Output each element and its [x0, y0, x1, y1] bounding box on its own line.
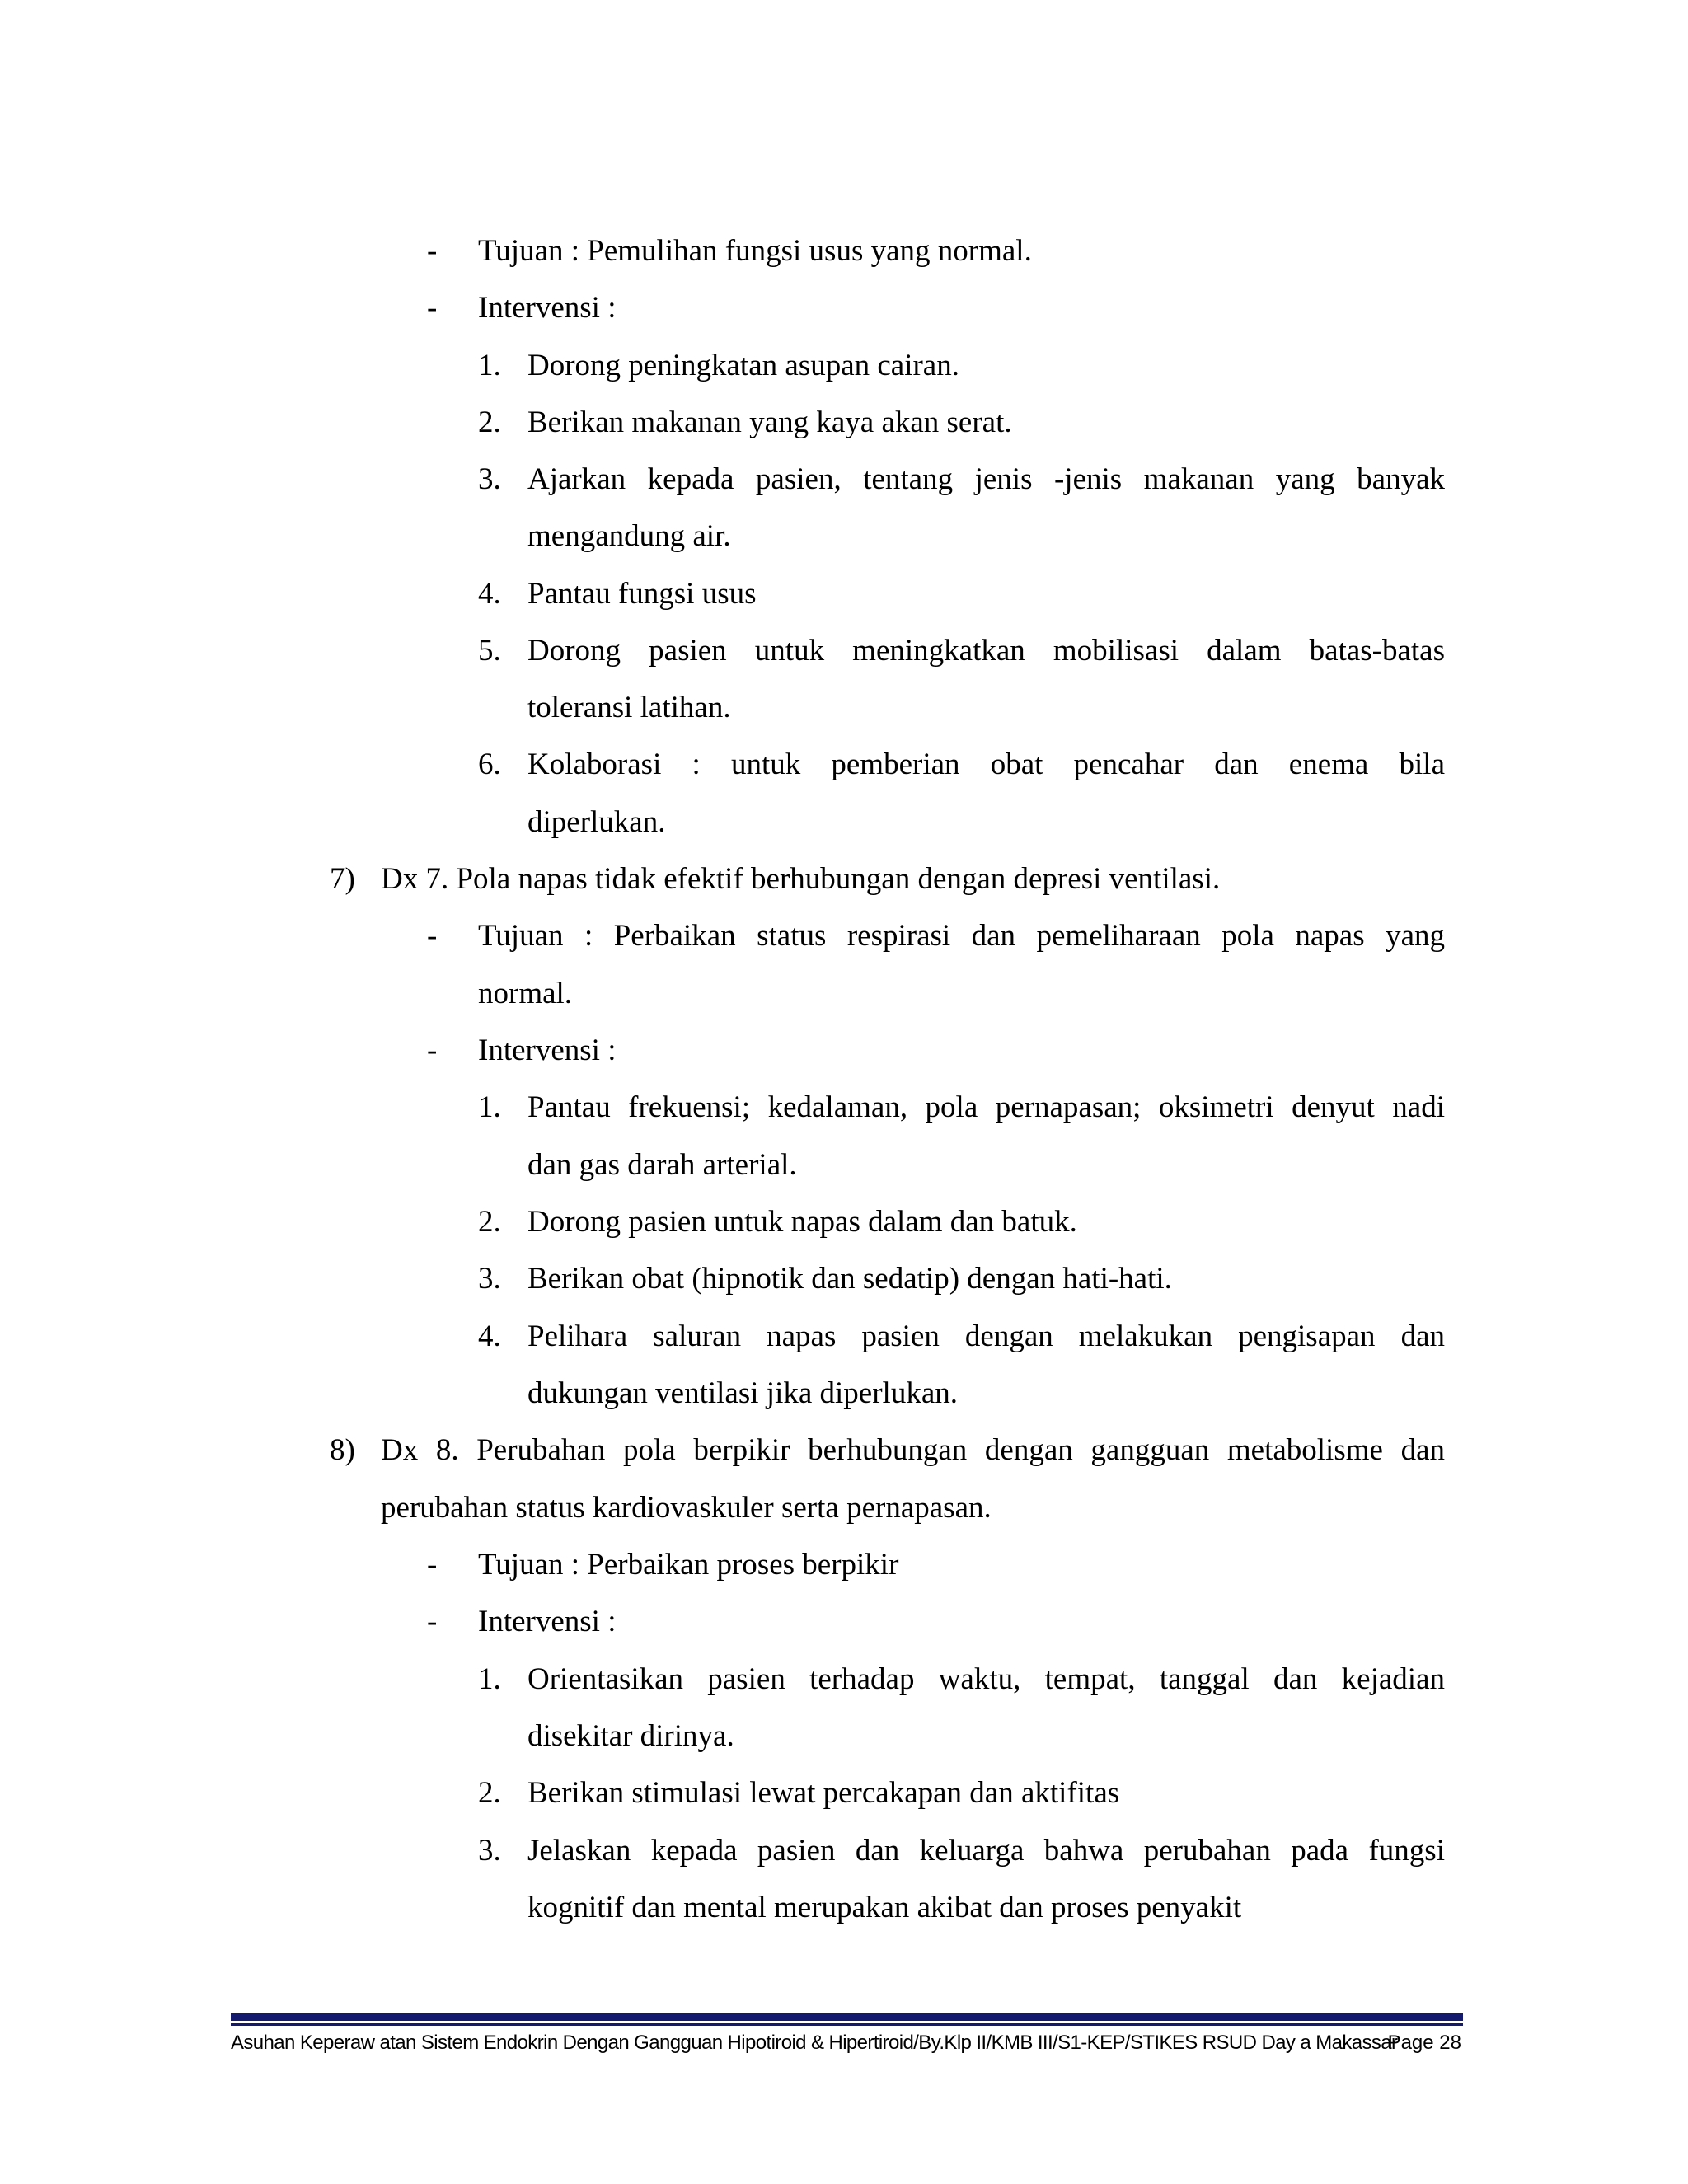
list-item-text-cont: disekitar dirinya.	[528, 1719, 734, 1753]
list-item-text: Orientasikan pasien terhadap waktu, tempat, tanggal dan kejadian	[528, 1662, 1445, 1696]
list-item-text: Ajarkan kepada pasien, tentang jenis -jenis makanan yang banyak	[528, 462, 1445, 496]
list-item-text-cont: dukungan ventilasi jika diperlukan.	[528, 1376, 958, 1410]
section-title: Dx 8. Perubahan pola berpikir berhubungan dengan gangguan metabolisme dan	[381, 1433, 1445, 1467]
footer-rule-thin	[231, 2023, 1463, 2026]
list-item-number: 6.	[478, 748, 501, 781]
intervensi-label: Intervensi :	[478, 1605, 617, 1638]
footer-running-title: Asuhan Keperaw atan Sistem Endokrin Dengan Gangguan Hipotiroid & Hipertiroid/By.Klp II/KMB III/S1-KEP/STIKES RSUD Day a Makassar	[231, 2032, 1398, 2054]
list-item-number: 3.	[478, 462, 501, 496]
list-item-text: Pantau frekuensi; kedalaman, pola pernapasan; oksimetri denyut nadi	[528, 1090, 1445, 1124]
list-item-text: Berikan makanan yang kaya akan serat.	[528, 405, 1012, 439]
tujuan-dash: -	[427, 1548, 438, 1582]
intervensi-dash: -	[427, 291, 438, 325]
tujuan-text: Tujuan : Perbaikan status respirasi dan pemeliharaan pola napas yang	[478, 919, 1445, 953]
tujuan-text: Tujuan : Perbaikan proses berpikir	[478, 1548, 899, 1582]
list-item-text: Berikan obat (hipnotik dan sedatip) dengan hati-hati.	[528, 1262, 1172, 1296]
section-number: 8)	[330, 1433, 355, 1467]
list-item-text: Jelaskan kepada pasien dan keluarga bahwa perubahan pada fungsi	[528, 1834, 1445, 1868]
list-item-text: Pantau fungsi usus	[528, 577, 757, 611]
list-item-number: 2.	[478, 1776, 501, 1810]
tujuan-dash: -	[427, 919, 438, 953]
tujuan-text-cont: normal.	[478, 977, 573, 1010]
list-item-number: 2.	[478, 1205, 501, 1239]
list-item-text-cont: kognitif dan mental merupakan akibat dan proses penyakit	[528, 1891, 1242, 1924]
list-item-text: Kolaborasi : untuk pemberian obat pencahar dan enema bila	[528, 748, 1445, 781]
list-item-text-cont: mengandung air.	[528, 519, 731, 553]
list-item-text: Dorong pasien untuk meningkatkan mobilisasi dalam batas-batas	[528, 634, 1445, 668]
tujuan-text: Tujuan : Pemulihan fungsi usus yang normal.	[478, 234, 1032, 268]
intervensi-dash: -	[427, 1605, 438, 1638]
page-number: Page 28	[1387, 2032, 1461, 2054]
list-item-text-cont: toleransi latihan.	[528, 691, 731, 724]
list-item-number: 5.	[478, 634, 501, 668]
footer-rule	[231, 2013, 1463, 2021]
list-item-text: Dorong pasien untuk napas dalam dan batuk.	[528, 1205, 1077, 1239]
section-number: 7)	[330, 862, 355, 896]
list-item-number: 3.	[478, 1262, 501, 1296]
list-item-number: 3.	[478, 1834, 501, 1868]
intervensi-dash: -	[427, 1033, 438, 1067]
list-item-number: 4.	[478, 577, 501, 611]
section-title: Dx 7. Pola napas tidak efektif berhubungan dengan depresi ventilasi.	[381, 862, 1221, 896]
list-item-number: 2.	[478, 405, 501, 439]
list-item-number: 1.	[478, 1090, 501, 1124]
tujuan-dash: -	[427, 234, 438, 268]
list-item-text-cont: diperlukan.	[528, 805, 666, 839]
list-item-number: 4.	[478, 1319, 501, 1353]
list-item-text: Pelihara saluran napas pasien dengan melakukan pengisapan dan	[528, 1319, 1445, 1353]
list-item-number: 1.	[478, 349, 501, 382]
intervensi-label: Intervensi :	[478, 291, 617, 325]
list-item-number: 1.	[478, 1662, 501, 1696]
list-item-text: Berikan stimulasi lewat percakapan dan aktifitas	[528, 1776, 1120, 1810]
section-title-cont: perubahan status kardiovaskuler serta pernapasan.	[381, 1491, 992, 1525]
intervensi-label: Intervensi :	[478, 1033, 617, 1067]
list-item-text: Dorong peningkatan asupan cairan.	[528, 349, 959, 382]
list-item-text-cont: dan gas darah arterial.	[528, 1148, 797, 1182]
